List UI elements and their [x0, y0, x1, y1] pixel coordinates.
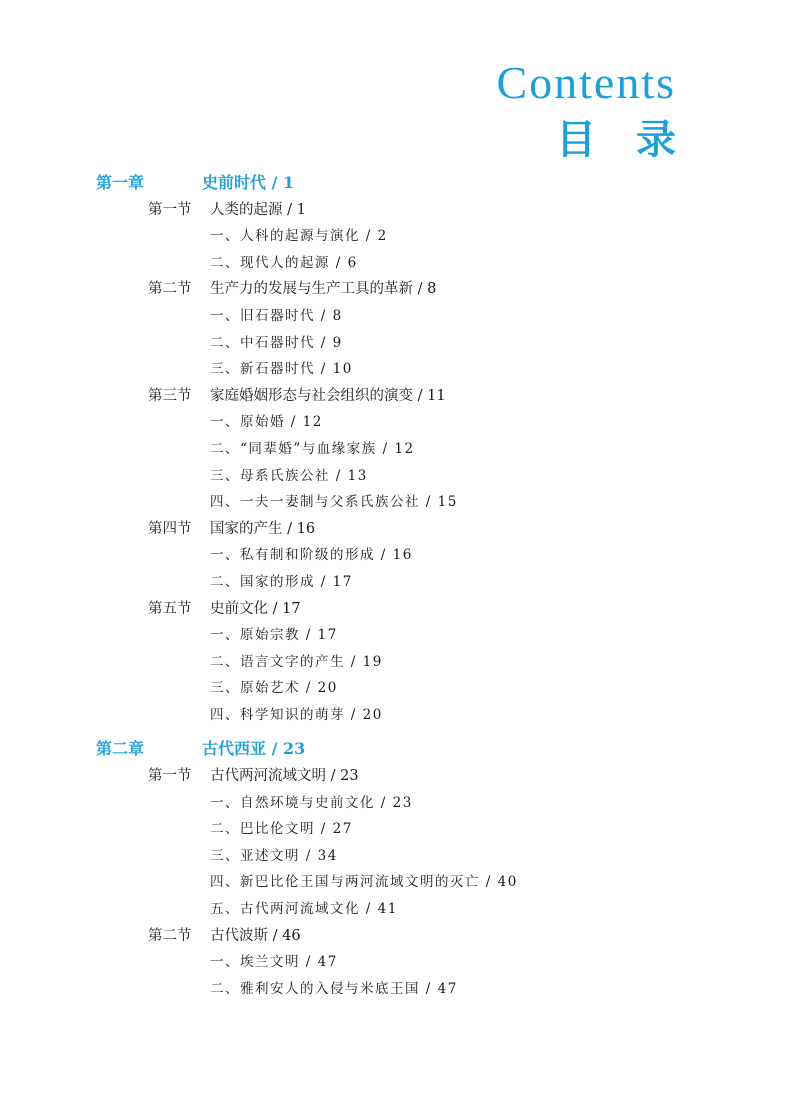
item-title: 二、巴比伦文明 / 27	[210, 821, 353, 838]
item-title: 二、语言文字的产生 / 19	[210, 653, 383, 670]
item-title: 三、亚述文明 / 34	[210, 847, 338, 864]
section-number: 第二节	[148, 281, 192, 298]
item-title: 一、自然环境与史前文化 / 23	[210, 794, 413, 811]
item-title: 五、古代两河流域文化 / 41	[210, 901, 398, 918]
item-title: 一、人科的起源与演化 / 2	[210, 228, 388, 245]
subsection-entry	[0, 896, 790, 923]
section-entry	[0, 763, 790, 790]
item-title: 二、现代人的起源 / 6	[210, 254, 358, 271]
contents-heading-english: Contents	[496, 57, 676, 108]
item-title: 一、私有制和阶级的形成 / 16	[210, 547, 413, 564]
section-title: 人类的起源 / 1	[210, 201, 306, 218]
item-title: 三、新石器时代 / 10	[210, 361, 353, 378]
section-number: 第二节	[148, 927, 192, 944]
item-title: 三、原始艺术 / 20	[210, 680, 338, 697]
section-number: 第三节	[148, 387, 192, 404]
subsection-entry	[0, 816, 790, 843]
subsection-entry	[0, 843, 790, 870]
subsection-entry	[0, 869, 790, 896]
subsection-entry	[0, 675, 790, 702]
item-title: 二、“同辈婚”与血缘家族 / 12	[210, 440, 415, 457]
subsection-entry	[0, 949, 790, 976]
chapter-entry	[0, 170, 790, 197]
section-entry	[0, 276, 790, 303]
item-title: 一、原始婚 / 12	[210, 414, 323, 431]
subsection-entry	[0, 976, 790, 1003]
subsection-entry	[0, 569, 790, 596]
chapter-number: 第一章	[96, 173, 145, 192]
item-title: 四、科学知识的萌芽 / 20	[210, 706, 383, 723]
subsection-entry	[0, 622, 790, 649]
item-title: 四、新巴比伦王国与两河流域文明的灭亡 / 40	[210, 874, 518, 891]
item-title: 一、埃兰文明 / 47	[210, 954, 338, 971]
item-title: 一、旧石器时代 / 8	[210, 307, 343, 324]
chapter-spacer	[0, 728, 790, 736]
subsection-entry	[0, 250, 790, 277]
subsection-entry	[0, 489, 790, 516]
subsection-entry	[0, 356, 790, 383]
subsection-entry	[0, 436, 790, 463]
subsection-entry	[0, 649, 790, 676]
item-title: 四、一夫一妻制与父系氏族公社 / 15	[210, 494, 458, 511]
section-entry	[0, 923, 790, 950]
contents-heading-chinese: 目录	[556, 117, 716, 163]
subsection-entry	[0, 330, 790, 357]
section-entry	[0, 383, 790, 410]
subsection-entry	[0, 463, 790, 490]
section-title: 生产力的发展与生产工具的革新 / 8	[210, 281, 437, 298]
item-title: 一、原始宗教 / 17	[210, 627, 338, 644]
chapter-title: 史前时代 / 1	[202, 173, 295, 192]
subsection-entry	[0, 542, 790, 569]
section-title: 国家的产生 / 16	[210, 520, 316, 537]
chapter-title: 古代西亚 / 23	[202, 739, 306, 759]
section-entry	[0, 516, 790, 543]
table-of-contents	[0, 170, 790, 1002]
section-number: 第五节	[148, 600, 192, 617]
chapter-entry	[0, 736, 790, 763]
section-entry	[0, 596, 790, 623]
section-number: 第四节	[148, 520, 192, 537]
chapter-number: 第二章	[96, 739, 145, 759]
section-number: 第一节	[148, 201, 192, 218]
section-title: 家庭婚姻形态与社会组织的演变 / 11	[210, 387, 446, 404]
item-title: 二、国家的形成 / 17	[210, 573, 353, 590]
subsection-entry	[0, 223, 790, 250]
subsection-entry	[0, 790, 790, 817]
item-title: 二、雅利安人的入侵与米底王国 / 47	[210, 980, 458, 997]
section-number: 第一节	[148, 768, 192, 785]
item-title: 三、母系氏族公社 / 13	[210, 467, 368, 484]
section-title: 古代波斯 / 46	[210, 927, 301, 944]
subsection-entry	[0, 303, 790, 330]
section-entry	[0, 197, 790, 224]
item-title: 二、中石器时代 / 9	[210, 334, 343, 351]
subsection-entry	[0, 409, 790, 436]
section-title: 古代两河流域文明 / 23	[210, 768, 359, 785]
subsection-entry	[0, 702, 790, 729]
section-title: 史前文化 / 17	[210, 600, 301, 617]
